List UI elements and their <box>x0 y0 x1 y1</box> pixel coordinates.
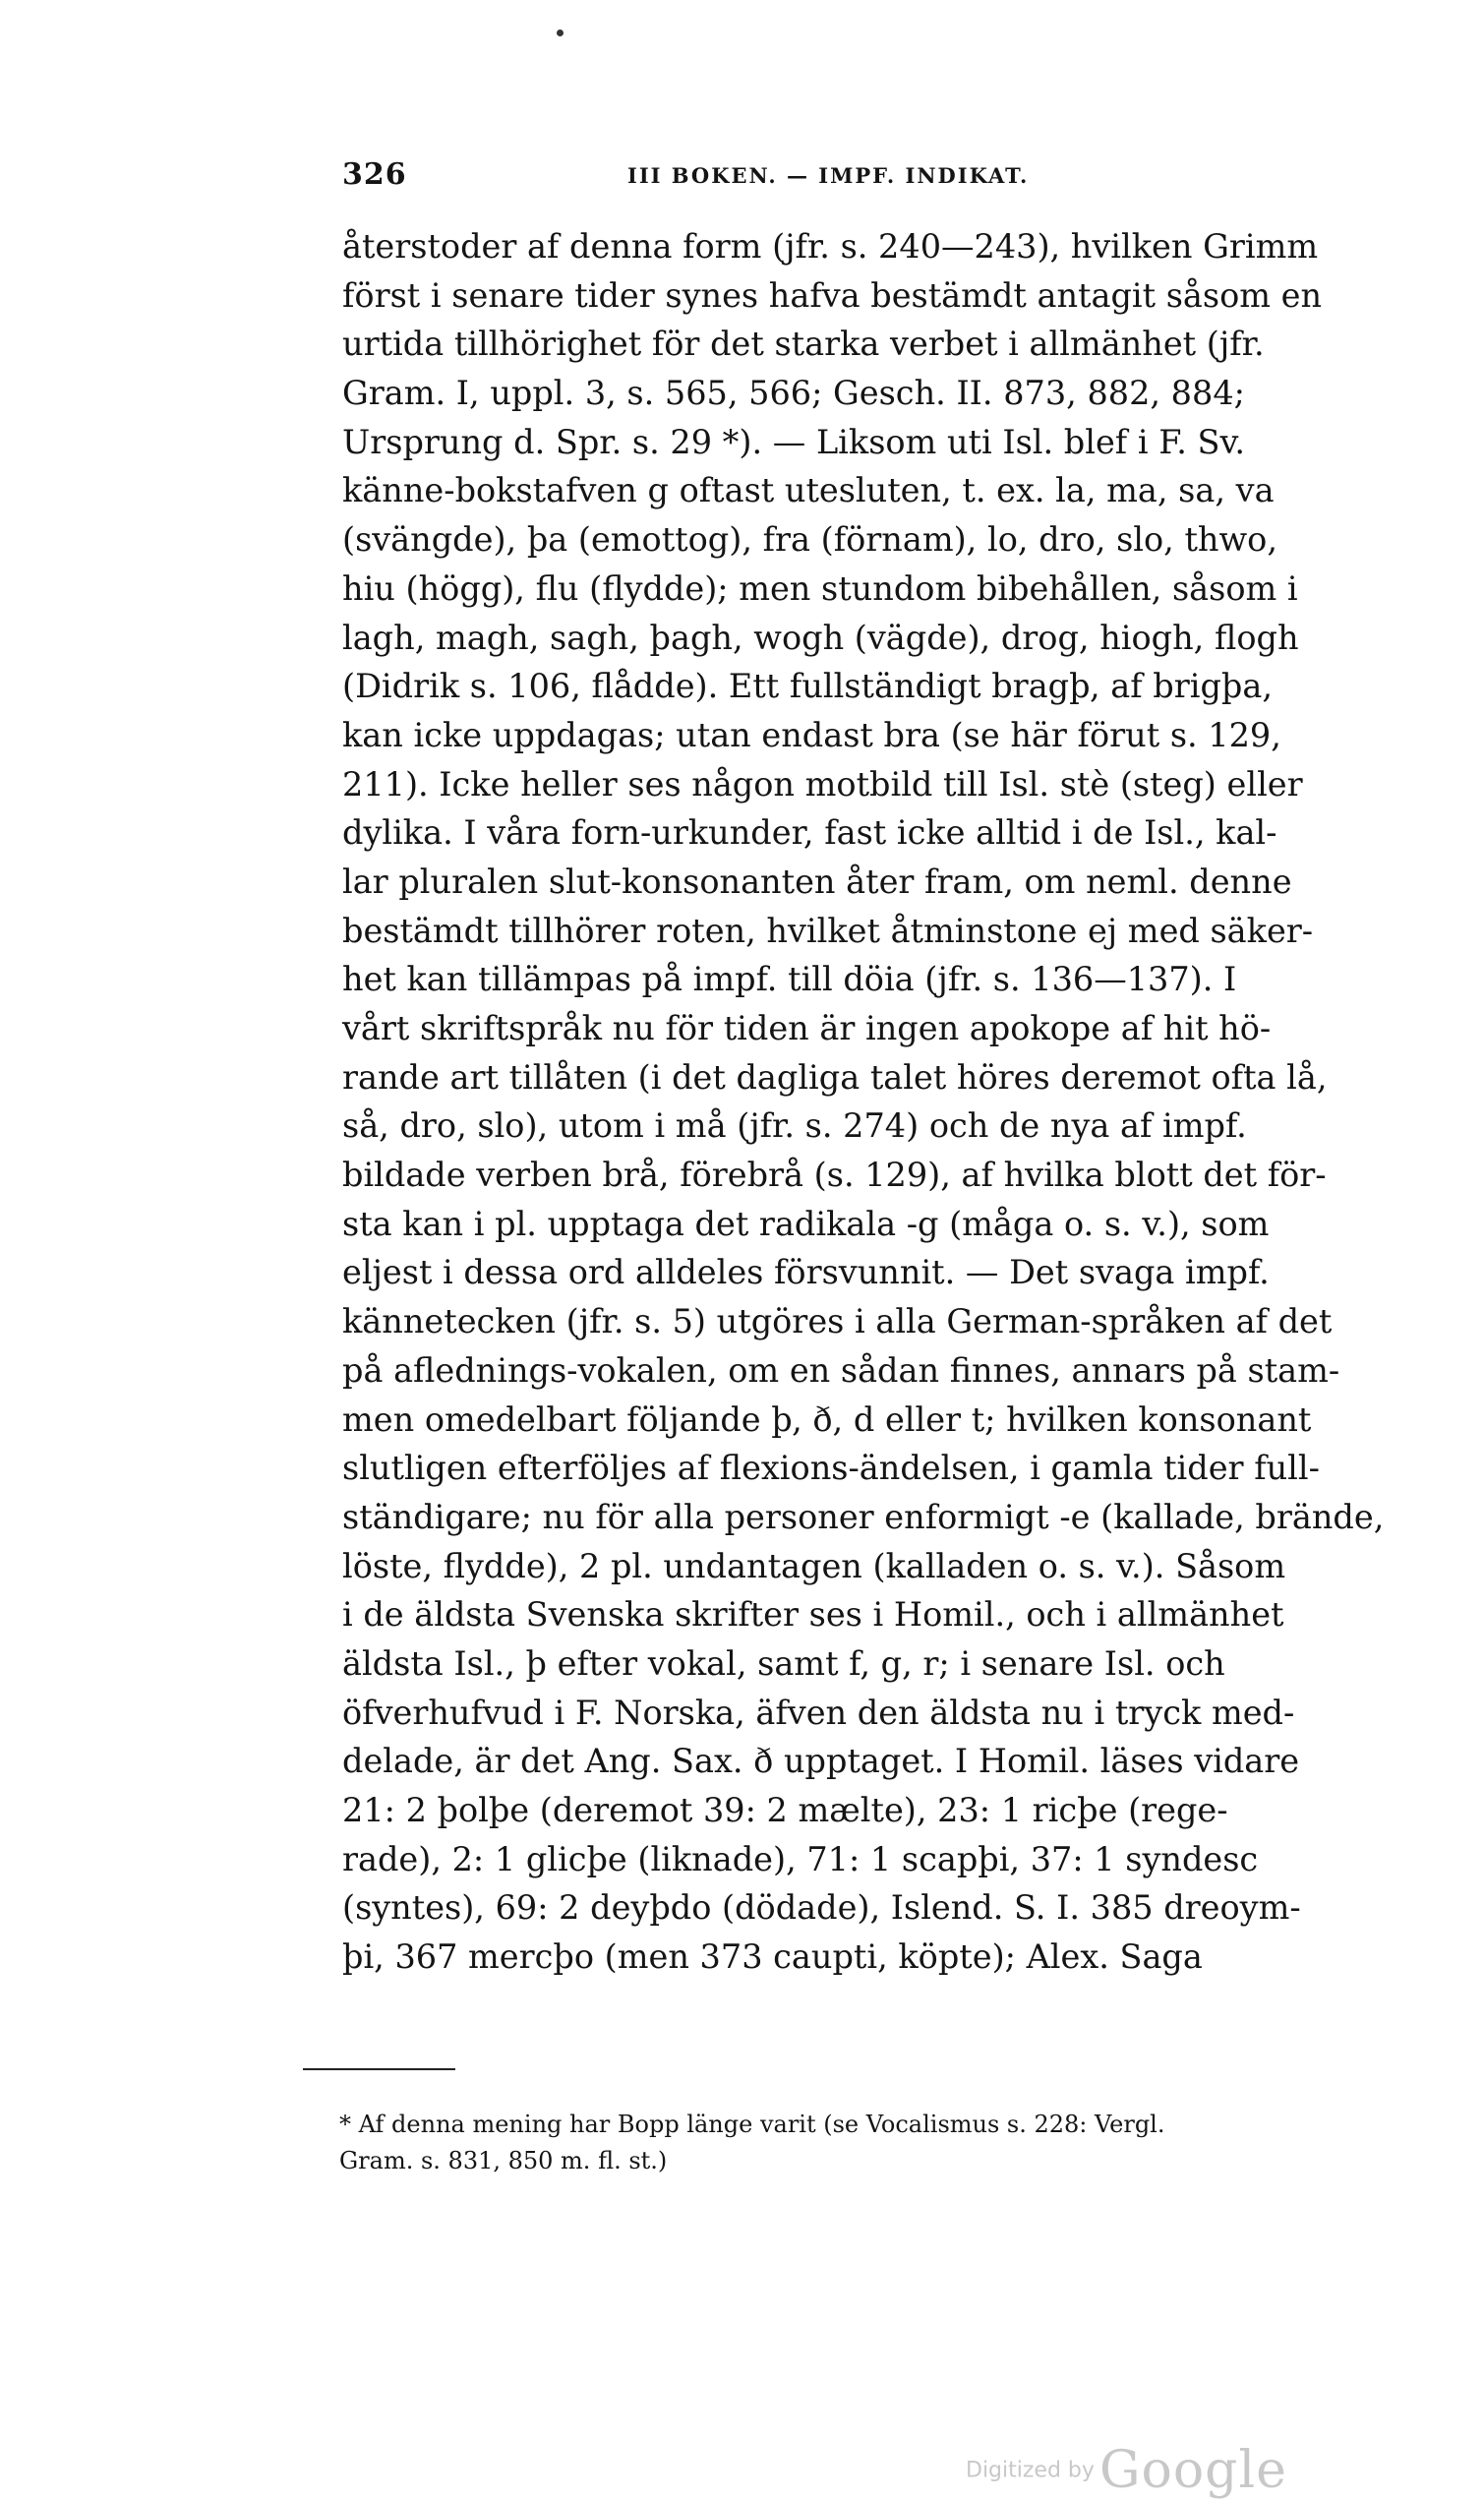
text-line: ständigare; nu för alla personer enformigt -e (kallade, brände, <box>342 1497 1385 1536</box>
text-line: bildade verben brå, förebrå (s. 129), af hvilka blott det för- <box>342 1156 1327 1195</box>
text-line: (svängde), þa (emottog), fra (förnam), lo, dro, slo, thwo, <box>342 520 1277 560</box>
text-line: het kan tillämpas på impf. till döia (jfr. s. 136—137). I <box>342 960 1237 999</box>
text-line: lagh, magh, sagh, þagh, wogh (vägde), drog, hiogh, flogh <box>342 618 1299 657</box>
text-line: 211). Icke heller ses någon motbild till Isl. stè (steg) eller <box>342 764 1303 804</box>
text-line: känne-bokstafven g oftast utesluten, t. ex. la, ma, sa, va <box>342 471 1275 510</box>
footnote-line: * Af denna mening har Bopp länge varit (se Vocalismus s. 228: Vergl. <box>339 2111 1165 2138</box>
text-line: rade), 2: 1 glicþe (liknade), 71: 1 scapþi, 37: 1 syndesc <box>342 1839 1259 1878</box>
text-line: rande art tillåten (i det dagliga talet höres deremot ofta lå, <box>342 1057 1328 1097</box>
text-line: (syntes), 69: 2 deyþdo (dödade), Islend. S. I. 385 dreoym- <box>342 1888 1301 1928</box>
text-line: kännetecken (jfr. s. 5) utgöres i alla German-språken af det <box>342 1302 1333 1341</box>
footnote <box>339 2107 1165 2179</box>
footnote-divider <box>303 2068 455 2070</box>
text-line: þi, 367 mercþo (men 373 caupti, köpte); Alex. Saga <box>342 1937 1203 1977</box>
text-line: (Didrik s. 106, flådde). Ett fullständigt bragþ, af brigþa, <box>342 667 1273 706</box>
text-line: kan icke uppdagas; utan endast bra (se här förut s. 129, <box>342 715 1281 754</box>
text-line: delade, är det Ang. Sax. ð upptaget. I Homil. läses vidare <box>342 1742 1300 1781</box>
text-line: vårt skriftspråk nu för tiden är ingen apokope af hit hö- <box>342 1009 1272 1047</box>
text-line: så, dro, slo), utom i må (jfr. s. 274) och de nya af impf. <box>342 1106 1247 1146</box>
text-line: eljest i dessa ord alldeles försvunnit. — Det svaga impf. <box>342 1253 1270 1292</box>
page-number: 326 <box>342 157 407 192</box>
google-logo: Google <box>1099 2441 1287 2500</box>
body-text <box>342 222 1385 1982</box>
text-line: 21: 2 þolþe (deremot 39: 2 mælte), 23: 1 ricþe (rege- <box>342 1791 1228 1829</box>
text-line: men omedelbart följande þ, ð, d eller t; hvilken konsonant <box>342 1399 1312 1439</box>
page-header <box>342 157 1139 201</box>
google-watermark <box>966 2441 1287 2500</box>
footnote-line: Gram. s. 831, 850 m. fl. st.) <box>339 2147 668 2174</box>
text-line: sta kan i pl. upptaga det radikala -g (måga o. s. v.), som <box>342 1204 1270 1243</box>
text-line: hiu (högg), flu (flydde); men stundom bibehållen, såsom i <box>342 568 1298 608</box>
text-line: löste, flydde), 2 pl. undantagen (kalladen o. s. v.). Såsom <box>342 1546 1286 1585</box>
text-line: slutligen efterföljes af flexions-ändelsen, i gamla tider full- <box>342 1449 1320 1488</box>
watermark-digitized-label: Digitized by <box>966 2458 1095 2483</box>
text-line: lar pluralen slut-konsonanten åter fram, om neml. denne <box>342 862 1292 901</box>
text-line: på aflednings-vokalen, om en sådan finnes, annars på stam- <box>342 1350 1340 1390</box>
text-line: återstoder af denna form (jfr. s. 240—243), hvilken Grimm <box>342 227 1319 266</box>
text-line: bestämdt tillhörer roten, hvilket åtminstone ej med säker- <box>342 911 1314 950</box>
text-line: först i senare tider synes hafva bestämdt antagit såsom en <box>342 275 1323 315</box>
text-line: i de äldsta Svenska skrifter ses i Homil., och i allmänhet <box>342 1595 1284 1635</box>
text-line: dylika. I våra forn-urkunder, fast icke alltid i de Isl., kal- <box>342 813 1277 853</box>
running-head: III BOKEN. — IMPF. INDIKAT. <box>627 163 1030 188</box>
text-line: äldsta Isl., þ efter vokal, samt f, g, r; i senare Isl. och <box>342 1643 1225 1683</box>
text-line: urtida tillhörighet för det starka verbet i allmänhet (jfr. <box>342 325 1265 364</box>
text-line: Ursprung d. Spr. s. 29 *). — Liksom uti Isl. blef i F. Sv. <box>342 422 1246 461</box>
text-line: öfverhufvud i F. Norska, äfven den äldsta nu i tryck med- <box>342 1693 1295 1732</box>
ink-speck <box>557 30 564 36</box>
text-line: Gram. I, uppl. 3, s. 565, 566; Gesch. II. 873, 882, 884; <box>342 374 1245 413</box>
